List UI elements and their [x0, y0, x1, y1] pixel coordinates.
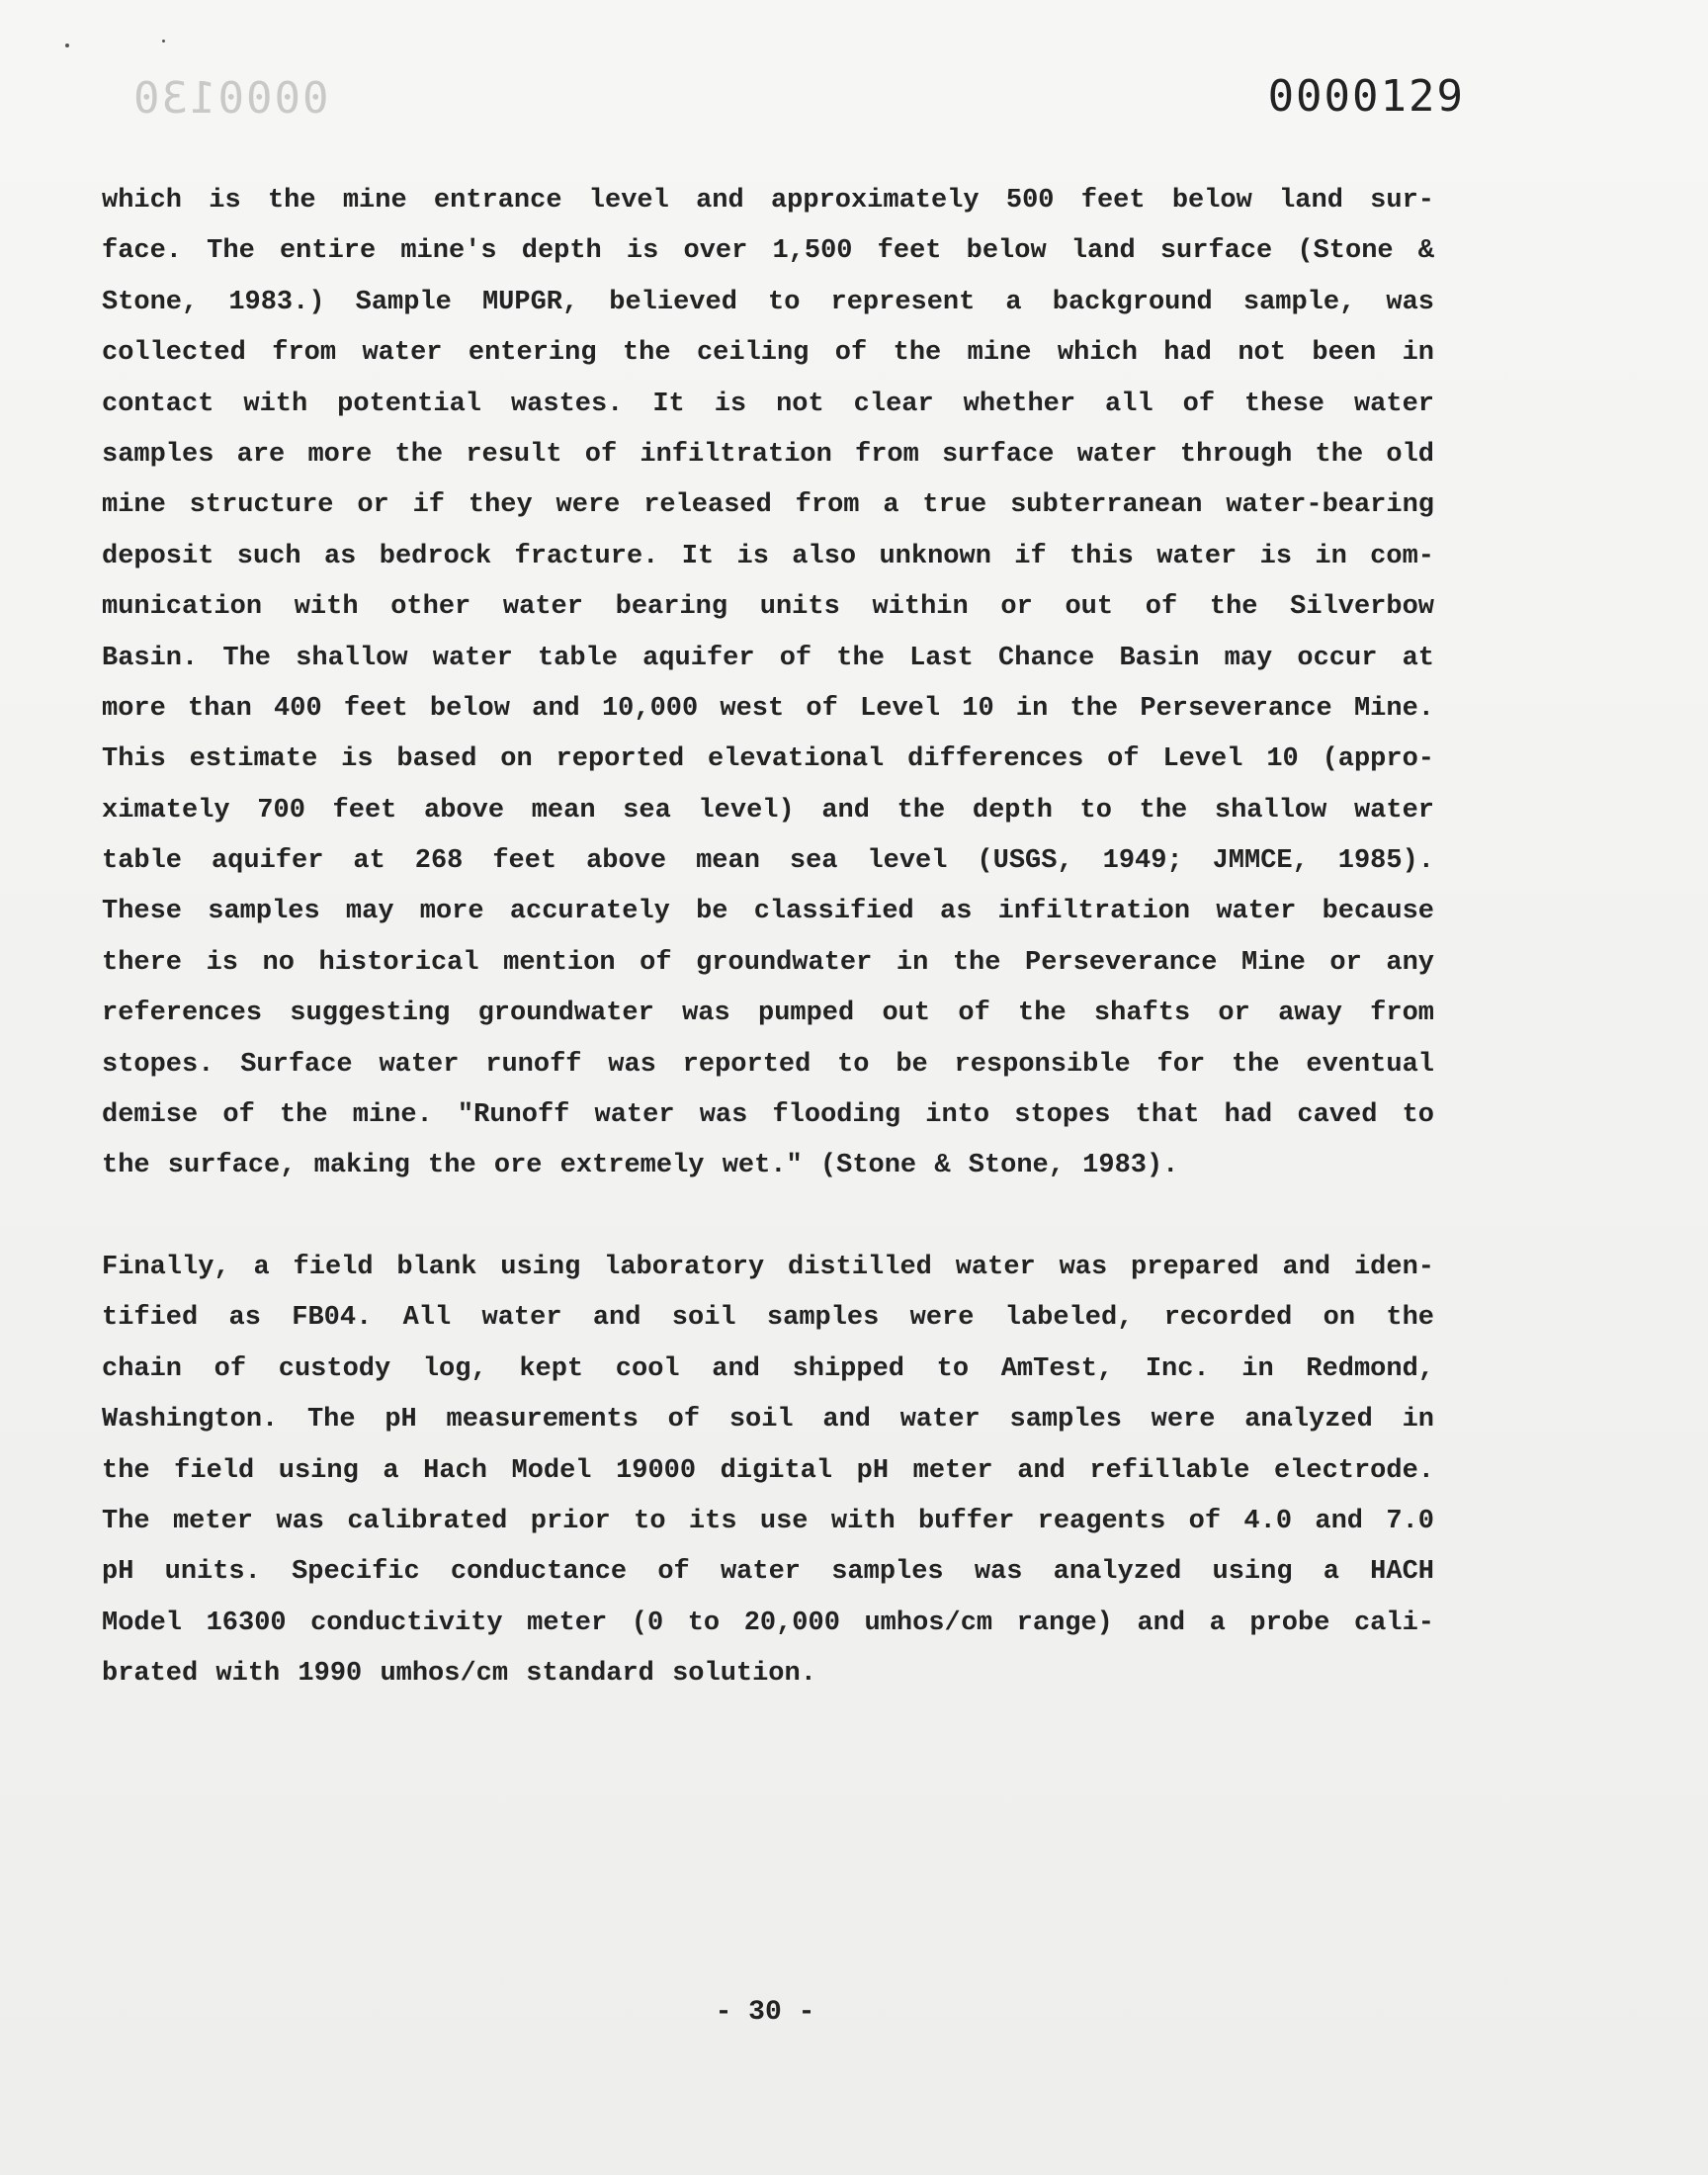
text-line: ximately 700 feet above mean sea level) and the depth to the shallow water: [102, 795, 1434, 826]
page-number: - 30 -: [715, 1997, 815, 2028]
paragraph-2: [102, 1243, 1434, 1700]
text-line: face. The entire mine's depth is over 1,500 feet below land surface (Stone &: [102, 236, 1434, 267]
text-line: Stone, 1983.) Sample MUPGR, believed to represent a background sample, was: [102, 287, 1434, 317]
text-line: Model 16300 conductivity meter (0 to 20,000 umhos/cm range) and a probe cali-: [102, 1608, 1434, 1638]
text-line: munication with other water bearing units within or out of the Silverbow: [102, 592, 1434, 623]
text-line: The meter was calibrated prior to its use with buffer reagents of 4.0 and 7.0: [102, 1506, 1434, 1536]
text-line: samples are more the result of infiltration from surface water through the old: [102, 439, 1434, 470]
text-line: which is the mine entrance level and approximately 500 feet below land sur-: [102, 186, 1434, 216]
text-line: This estimate is based on reported elevational differences of Level 10 (appro-: [102, 744, 1434, 775]
text-line: table aquifer at 268 feet above mean sea level (USGS, 1949; JMMCE, 1985).: [102, 846, 1434, 877]
page-id-stamp: 0000129: [1267, 71, 1465, 122]
text-line: more than 400 feet below and 10,000 west of Level 10 in the Perseverance Mine.: [102, 693, 1434, 724]
text-line: brated with 1990 umhos/cm standard solution.: [102, 1659, 816, 1690]
text-line: demise of the mine. "Runoff water was flooding into stopes that had caved to: [102, 1100, 1434, 1131]
text-line: the surface, making the ore extremely wet." (Stone & Stone, 1983).: [102, 1151, 1179, 1181]
text-line: Finally, a field blank using laboratory distilled water was prepared and iden-: [102, 1253, 1434, 1282]
scan-speck: [162, 40, 165, 43]
paragraph-1: [102, 176, 1434, 1192]
text-line: chain of custody log, kept cool and shipped to AmTest, Inc. in Redmond,: [102, 1353, 1434, 1384]
text-line: collected from water entering the ceiling of the mine which had not been in: [102, 338, 1434, 369]
text-line: the field using a Hach Model 19000 digital pH meter and refillable electrode.: [102, 1455, 1434, 1486]
text-line: mine structure or if they were released from a true subterranean water-bearing: [102, 490, 1434, 521]
text-line: deposit such as bedrock fracture. It is also unknown if this water is in com-: [102, 541, 1434, 571]
text-line: stopes. Surface water runoff was reported to be responsible for the eventual: [102, 1049, 1434, 1080]
text-line: contact with potential wastes. It is not clear whether all of these water: [102, 389, 1434, 419]
text-line: Washington. The pH measurements of soil and water samples were analyzed in: [102, 1405, 1434, 1436]
text-line: Basin. The shallow water table aquifer of the Last Chance Basin may occur at: [102, 643, 1434, 673]
text-line: references suggesting groundwater was pumped out of the shafts or away from: [102, 999, 1434, 1029]
scan-speck: [65, 44, 69, 47]
text-line: there is no historical mention of groundwater in the Perseverance Mine or any: [102, 947, 1434, 978]
text-line: pH units. Specific conductance of water samples was analyzed using a HACH: [102, 1557, 1434, 1588]
text-line: These samples may more accurately be classified as infiltration water because: [102, 897, 1434, 927]
bleed-through-page-id: 0000130: [131, 73, 329, 124]
text-line: tified as FB04. All water and soil samples were labeled, recorded on the: [102, 1303, 1434, 1334]
